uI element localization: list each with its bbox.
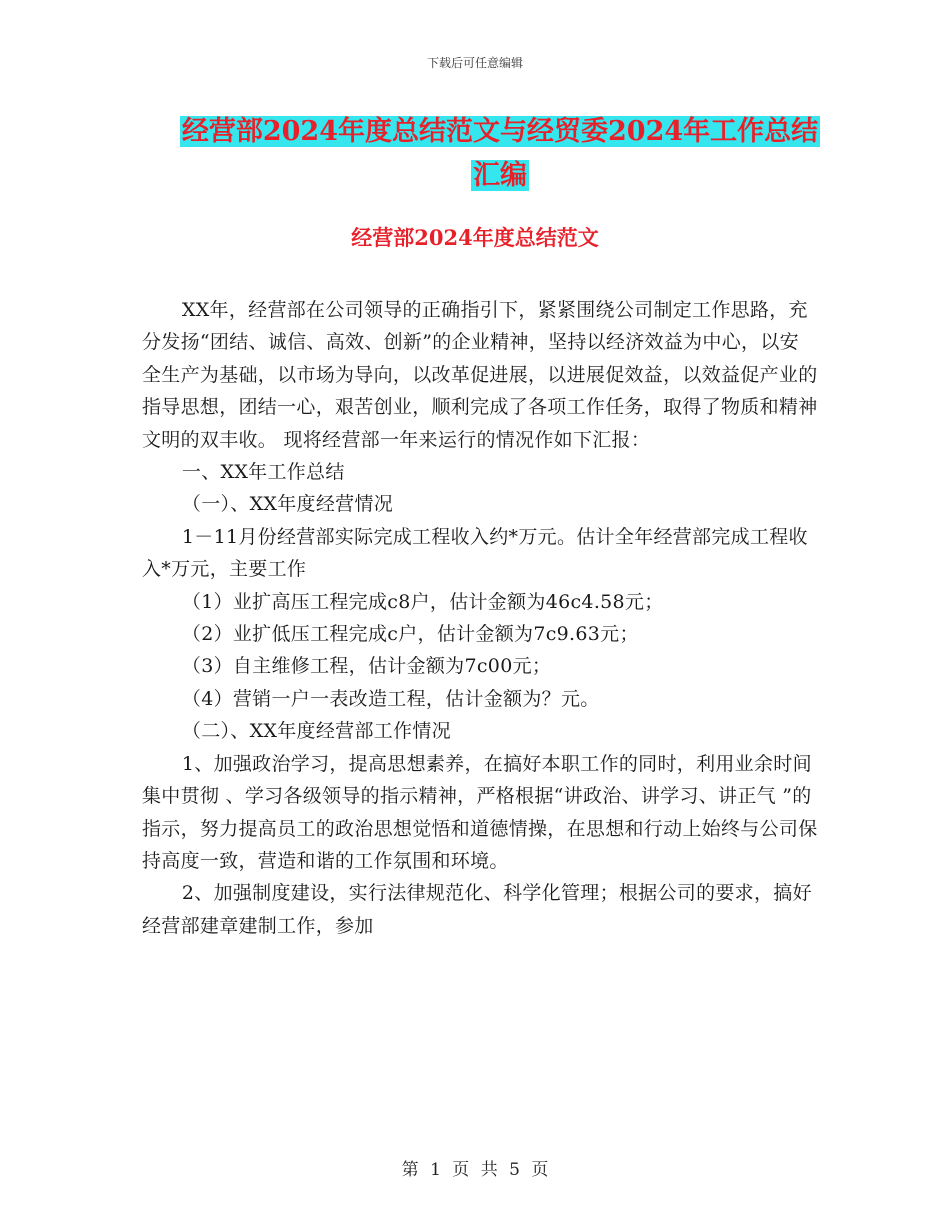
document-title	[140, 110, 860, 198]
paragraph: 一、XX年工作总结	[181, 461, 345, 484]
paragraph: （1）业扩高压工程完成c8户，估计金额为46c4.58元；	[181, 590, 664, 613]
paragraph: （2）业扩低压工程完成c户，估计金额为7c9.63元；	[181, 623, 639, 646]
document-body	[142, 294, 818, 942]
paragraph: （一）、XX年度经营情况	[181, 493, 394, 516]
paragraph: 1－11月份经营部实际完成工程收入约*万元。估计全年经营部完成工程收入*万元，主要工作	[142, 525, 808, 581]
paragraph: XX年，经营部在公司领导的正确指引下，紧紧围绕公司制定工作思路，充分发扬“团结、诚信、高效、创新”的企业精神，坚持以经济效益为中心，以安全生产为基础，以市场为导向，以改革促进展，以进展促效益，以效益促产业的指导思想，团结一心，艰苦创业，顺利完成了各项工作任务，取得了物质和精神文明的双丰收。 现将经营部一年来运行的情况作如下汇报：	[142, 299, 818, 451]
section-title: 经营部2024年度总结范文	[351, 225, 599, 250]
paragraph: 2、加强制度建设，实行法律规范化、科学化管理；根据公司的要求，搞好经营部建章建制工作，参加	[142, 882, 812, 937]
paragraph: 1、加强政治学习，提高思想素养，在搞好本职工作的同时，利用业余时间集中贯彻 、学习各级领导的指示精神，严格根据“讲政治、讲学习、讲正气 ”的指示，努力提高员工的政治思想觉悟和道德情操，在思想和行动上始终与公司保持高度一致，营造和谐的工作氛围和环境。	[142, 752, 818, 872]
paragraph: （4）营销一户一表改造工程，估计金额为？元。	[181, 687, 600, 710]
page-footer: 第 1 页 共 5 页	[401, 1160, 549, 1180]
header-note: 下载后可任意编辑	[426, 56, 523, 70]
title-line-1: 经营部2024年度总结范文与经贸委2024年工作总结	[181, 116, 819, 147]
title-line-2: 汇编	[473, 160, 527, 191]
paragraph: （3）自主维修工程，估计金额为7c00元；	[181, 655, 552, 678]
paragraph: （二）、XX年度经营部工作情况	[181, 720, 451, 743]
